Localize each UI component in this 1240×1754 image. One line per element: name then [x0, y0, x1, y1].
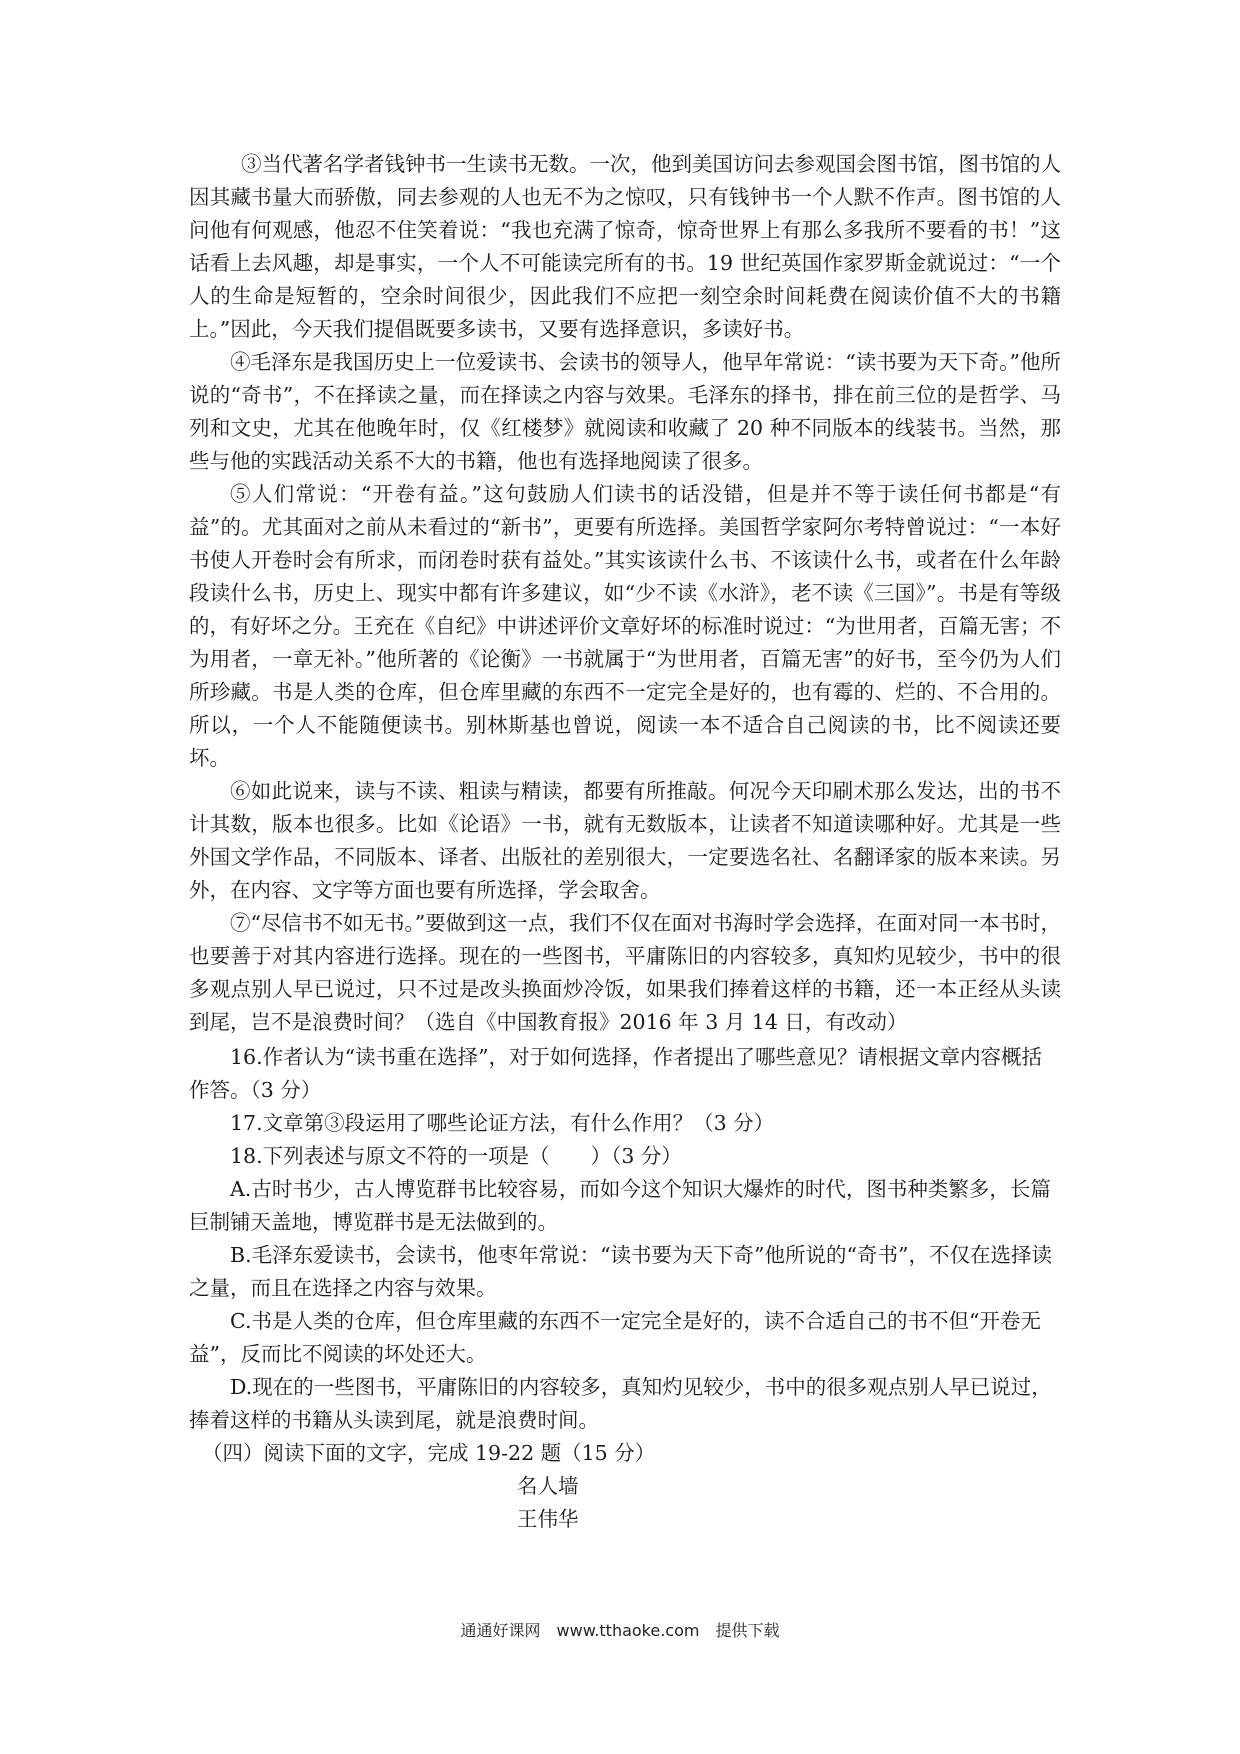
- paragraph-3: ③当代著名学者钱钟书一生读书无数。一次，他到美国访问去参观国会图书馆，图书馆的人因其藏书量大而骄傲，同去参观的人也无不为之惊叹，只有钱钟书一个人默不作声。图书馆的人问他有何观感，他忍不住笑着说：“我也充满了惊奇，惊奇世界上有那么多我所不要看的书！”这话看上去风趣，却是事实，一个人不可能读完所有的书。19 世纪英国作家罗斯金就说过：“一个人的生命是短暂的，空余时间很少，因此我们不应把一刻空余时间耗费在阅读价值不大的书籍上。”因此，今天我们提倡既要多读书，又要有选择意识，多读好书。: [189, 152, 1061, 341]
- paragraph-4: ④毛泽东是我国历史上一位爱读书、会读书的领导人，他早年常说：“读书要为天下奇。”他所说的“奇书”，不在择读之量，而在择读之内容与效果。毛泽东的择书，排在前三位的是哲学、马列和文史，尤其在他晚年时，仅《红楼梦》就阅读和收藏了 20 种不同版本的线装书。当然，那些与他的实践活动关系不大的书籍，他也有选择地阅读了很多。: [189, 350, 1061, 473]
- question-18-option-b: B.毛泽东爱读书，会读书，他枣年常说：“读书要为天下奇”他所说的“奇书”，不仅在选择读之量，而且在选择之内容与效果。: [189, 1243, 1052, 1300]
- question-18-option-a: A.古时书少，古人博览群书比较容易，而如今这个知识大爆炸的时代，图书种类繁多，长篇巨制铺天盖地，博览群书是无法做到的。: [189, 1177, 1051, 1234]
- page-footer: 通通好课网 www.tthaoke.com 提供下载: [460, 1621, 780, 1640]
- question-18-option-c: C.书是人类的仓库，但仓库里藏的东西不一定完全是好的，读不合适自己的书不但“开卷无益”，反而比不阅读的坏处还大。: [189, 1309, 1041, 1366]
- question-17: 17.文章第③段运用了哪些论证方法，有什么作用？（3 分）: [230, 1111, 775, 1135]
- question-18-option-d: D.现在的一些图书，平庸陈旧的内容较多，真知灼见较少，书中的很多观点别人早已说过，捧着这样的书籍从头读到尾，就是浪费时间。: [189, 1375, 1052, 1432]
- question-18: 18.下列表述与原文不符的一项是（ ）（3 分）: [230, 1144, 682, 1168]
- question-16: 16.作者认为“读书重在选择”，对于如何选择，作者提出了哪些意见？请根据文章内容概括作答。（3 分）: [189, 1045, 1043, 1102]
- article-title: 名人墙: [517, 1474, 579, 1498]
- paragraph-6: ⑥如此说来，读与不读、粗读与精读，都要有所推敲。何况今天印刷术那么发达，出的书不计其数，版本也很多。比如《论语》一书，就有无数版本，让读者不知道读哪种好。尤其是一些外国文学作品，不同版本、译者、出版社的差别很大，一定要选名社、名翻译家的版本来读。另外，在内容、文字等方面也要有所选择，学会取舍。: [189, 779, 1061, 902]
- paragraph-5: ⑤人们常说：“开卷有益。”这句鼓励人们读书的话没错，但是并不等于读任何书都是“有益”的。尤其面对之前从未看过的“新书”，更要有所选择。美国哲学家阿尔考特曾说过：“一本好书使人开卷时会有所求，而闭卷时获有益处。”其实该读什么书、不该读什么书，或者在什么年龄段读什么书，历史上、现实中都有许多建议，如“少不读《水浒》，老不读《三国》”。书是有等级的，有好坏之分。王充在《自纪》中讲述评价文章好坏的标准时说过：“为世用者，百篇无害；不为用者，一章无补。”他所著的《论衡》一书就属于“为世用者，百篇无害”的好书，至今仍为人们所珍藏。书是人类的仓库，但仓库里藏的东西不一定完全是好的，也有霉的、烂的、不合用的。所以，一个人不能随便读书。别林斯基也曾说，阅读一本不适合自己阅读的书，比不阅读还要坏。: [189, 482, 1061, 770]
- section-4-heading: （四）阅读下面的文字，完成 19-22 题（15 分）: [202, 1441, 656, 1465]
- paragraph-7: ⑦“尽信书不如无书。”要做到这一点，我们不仅在面对书海时学会选择，在面对同一本书时，也要善于对其内容进行选择。现在的一些图书，平庸陈旧的内容较多，真知灼见较少，书中的很多观点别人早已说过，只不过是改头换面炒冷饭，如果我们捧着这样的书籍，还一本正经从头读到尾，岂不是浪费时间？（选自《中国教育报》2016 年 3 月 14 日，有改动）: [189, 911, 1061, 1034]
- article-author: 王伟华: [517, 1507, 579, 1531]
- page-content: [189, 148, 1061, 1536]
